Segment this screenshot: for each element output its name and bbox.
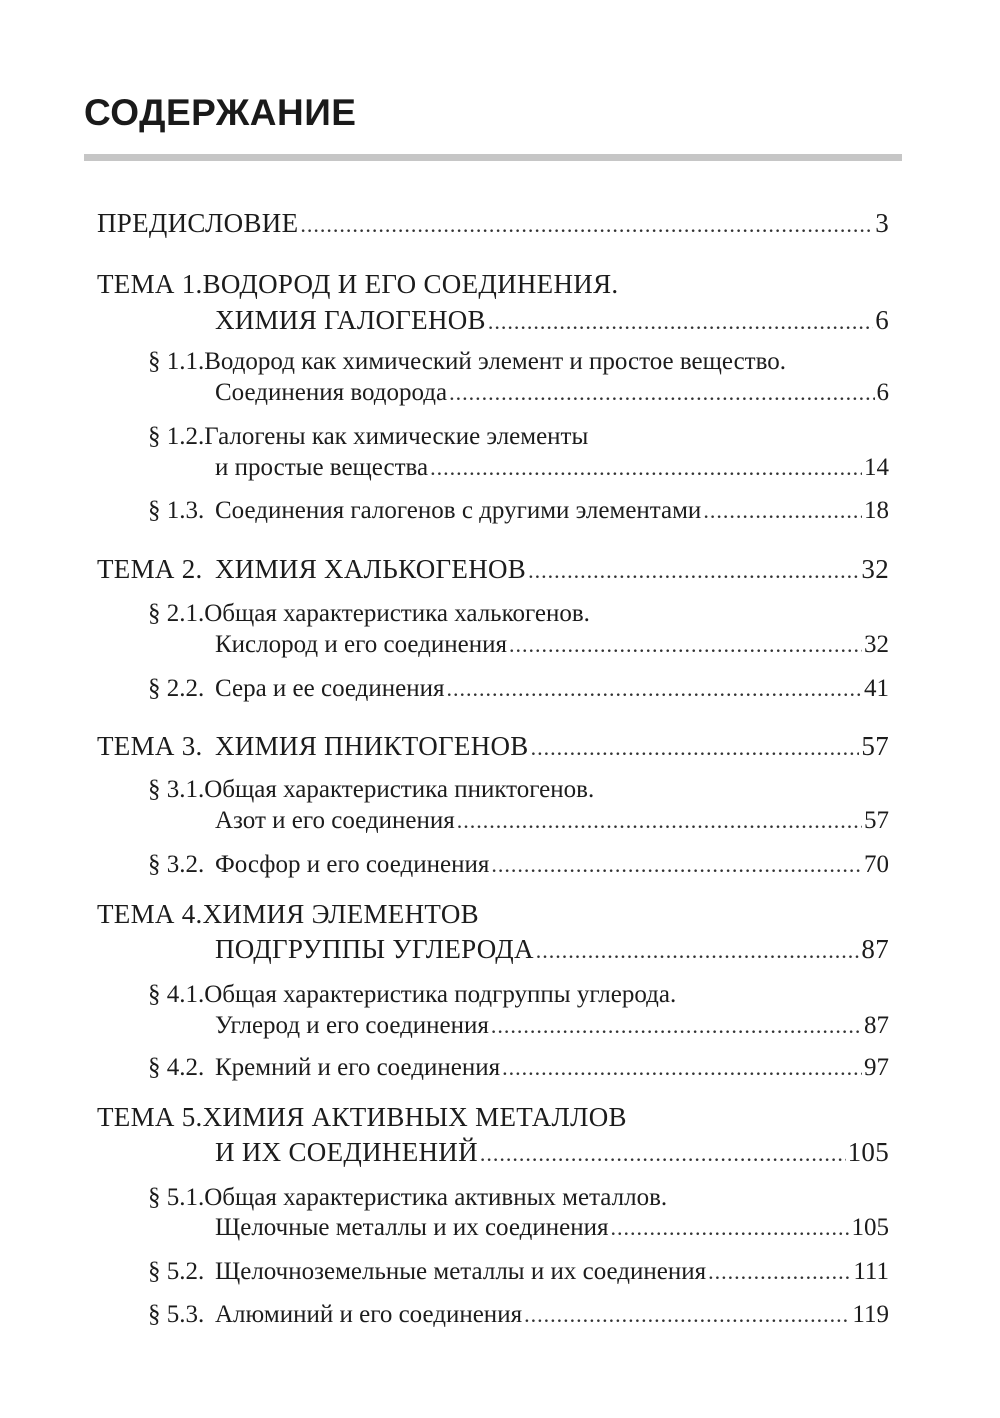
toc-section-1-2-entry[interactable] (215, 451, 889, 484)
toc-topic-4-heading[interactable] (97, 898, 479, 931)
toc-leader-dots (491, 848, 862, 881)
toc-section-1-3-entry[interactable] (148, 494, 889, 527)
section-title-cont: Углерод и его соединения (215, 1012, 489, 1039)
topic-number: ТЕМА 4. (97, 899, 203, 929)
toc-leader-dots (480, 1137, 846, 1170)
toc-leader-dots (531, 731, 860, 764)
toc-section-3-2-entry[interactable] (148, 848, 889, 881)
section-title-cont: и простые вещества (215, 454, 429, 481)
topic-title-cont: ПОДГРУППЫ УГЛЕРОДА (215, 934, 534, 964)
toc-page-number: 105 (847, 1137, 889, 1167)
toc-topic-1-heading[interactable] (97, 268, 618, 301)
section-number: § 1.1. (148, 348, 205, 375)
section-label (148, 1298, 522, 1331)
section-number: § 3.1. (148, 776, 205, 803)
section-title: Соединения галогенов с другими элементами (215, 497, 702, 524)
section-number: § 5.2. (148, 1258, 205, 1285)
toc-page-number: 105 (851, 1214, 889, 1241)
toc-leader-dots (447, 672, 863, 705)
section-title-cont: Щелочные металлы и их соединения (215, 1214, 609, 1241)
section-number: § 2.1. (148, 600, 205, 627)
toc-page-number: 87 (861, 934, 889, 964)
toc-leader-dots (300, 208, 873, 241)
toc-page-number: 111 (853, 1258, 889, 1285)
section-title: Общая характеристика подгруппы углерода. (204, 981, 677, 1008)
section-title: Общая характеристика халькогенов. (204, 600, 590, 627)
topic-number: ТЕМА 3. (97, 731, 203, 761)
section-title: Алюминий и его соединения (215, 1301, 523, 1328)
section-number: § 4.2. (148, 1054, 205, 1081)
toc-topic-5-heading[interactable] (97, 1101, 627, 1134)
toc-topic-4-entry[interactable] (215, 933, 889, 967)
toc-section-1-1-entry[interactable] (215, 376, 889, 409)
topic-number: ТЕМА 5. (97, 1102, 203, 1132)
section-number: § 1.2. (148, 423, 205, 450)
toc-leader-dots (491, 1009, 862, 1042)
toc-page-number: 6 (875, 305, 889, 335)
topic-title: ХИМИЯ ПНИКТОГЕНОВ (215, 731, 529, 761)
toc-page-number: 18 (864, 497, 889, 524)
toc-section-2-1-entry[interactable] (215, 628, 889, 661)
toc-leader-dots (430, 451, 862, 484)
toc-section-1-1-heading[interactable] (148, 345, 786, 378)
toc-leader-dots (708, 1255, 851, 1288)
section-label (148, 672, 445, 705)
toc-leader-dots (528, 554, 859, 587)
toc-leader-dots (524, 1298, 850, 1331)
toc-page-number: 41 (864, 675, 889, 702)
topic-title-cont: И ИХ СОЕДИНЕНИЙ (215, 1137, 478, 1167)
toc-topic-5-entry[interactable] (215, 1136, 889, 1170)
section-title: Кремний и его соединения (215, 1054, 501, 1081)
section-title-cont: Соединения водорода (215, 379, 448, 406)
toc-section-3-1-heading[interactable] (148, 773, 594, 806)
toc-section-2-1-heading[interactable] (148, 597, 590, 630)
toc-page-number: 87 (864, 1012, 889, 1039)
section-title: Щелочноземельные металлы и их соединения (215, 1258, 707, 1285)
toc-leader-dots (703, 494, 862, 527)
toc-page-number: 57 (864, 807, 889, 834)
toc-topic-2-entry[interactable] (97, 553, 889, 587)
topic-number: ТЕМА 2. (97, 554, 203, 584)
topic-title: ХИМИЯ ЭЛЕМЕНТОВ (202, 899, 479, 929)
section-number: § 5.3. (148, 1301, 205, 1328)
toc-page-number: 119 (852, 1301, 889, 1328)
topic-title: ХИМИЯ АКТИВНЫХ МЕТАЛЛОВ (202, 1102, 627, 1132)
toc-leader-dots (610, 1211, 849, 1244)
toc-entry-preface[interactable] (97, 207, 889, 241)
toc-section-5-1-heading[interactable] (148, 1181, 667, 1214)
toc-page-number: 57 (861, 731, 889, 761)
toc-leader-dots (449, 376, 874, 409)
section-number: § 1.3. (148, 497, 205, 524)
toc-section-5-3-entry[interactable] (148, 1298, 889, 1331)
toc-page-number: 3 (875, 208, 889, 238)
section-title: Водород как химический элемент и простое вещество. (204, 348, 786, 375)
section-label (148, 1051, 500, 1084)
section-title: Общая характеристика активных металлов. (204, 1184, 668, 1211)
toc-page-number: 32 (861, 554, 889, 584)
toc-page-number: 70 (864, 851, 889, 878)
section-label (148, 494, 701, 527)
toc-section-3-1-entry[interactable] (215, 804, 889, 837)
toc-page-number: 32 (864, 631, 889, 658)
section-title-cont: Кислород и его соединения (215, 631, 507, 658)
toc-leader-dots (502, 1051, 862, 1084)
section-title: Галогены как химические элементы (204, 423, 589, 450)
section-title-cont: Азот и его соединения (215, 807, 455, 834)
section-number: § 5.1. (148, 1184, 205, 1211)
toc-section-5-1-entry[interactable] (215, 1211, 889, 1244)
topic-title-cont: ХИМИЯ ГАЛОГЕНОВ (215, 305, 486, 335)
toc-entry-label: ПРЕДИСЛОВИЕ (97, 208, 299, 238)
toc-leader-dots (509, 628, 862, 661)
section-number: § 2.2. (148, 675, 205, 702)
section-title: Фосфор и его соединения (215, 851, 490, 878)
toc-section-4-1-heading[interactable] (148, 978, 676, 1011)
topic-title: ВОДОРОД И ЕГО СОЕДИНЕНИЯ. (202, 269, 619, 299)
toc-topic-3-entry[interactable] (97, 730, 889, 764)
toc-page-number: 97 (864, 1054, 889, 1081)
toc-section-4-1-entry[interactable] (215, 1009, 889, 1042)
section-title: Общая характеристика пниктогенов. (204, 776, 595, 803)
title-divider (84, 154, 902, 161)
section-title: Сера и ее соединения (215, 675, 445, 702)
toc-section-4-2-entry[interactable] (148, 1051, 889, 1084)
toc-page-number: 6 (876, 379, 889, 406)
section-number: § 4.1. (148, 981, 205, 1008)
toc-section-1-2-heading[interactable] (148, 420, 588, 453)
toc-topic-1-entry[interactable] (215, 304, 889, 338)
toc-section-5-2-entry[interactable] (148, 1255, 889, 1288)
topic-number: ТЕМА 1. (97, 269, 203, 299)
toc-leader-dots (536, 934, 860, 967)
topic-label (97, 730, 529, 763)
toc-leader-dots (488, 305, 873, 338)
toc-leader-dots (457, 804, 862, 837)
toc-page-number: 14 (864, 454, 889, 481)
topic-title: ХИМИЯ ХАЛЬКОГЕНОВ (215, 554, 527, 584)
topic-label (97, 553, 526, 586)
page-title: СОДЕРЖАНИЕ (84, 92, 357, 133)
section-label (148, 848, 489, 881)
toc-section-2-2-entry[interactable] (148, 672, 889, 705)
section-label (148, 1255, 706, 1288)
section-number: § 3.2. (148, 851, 205, 878)
